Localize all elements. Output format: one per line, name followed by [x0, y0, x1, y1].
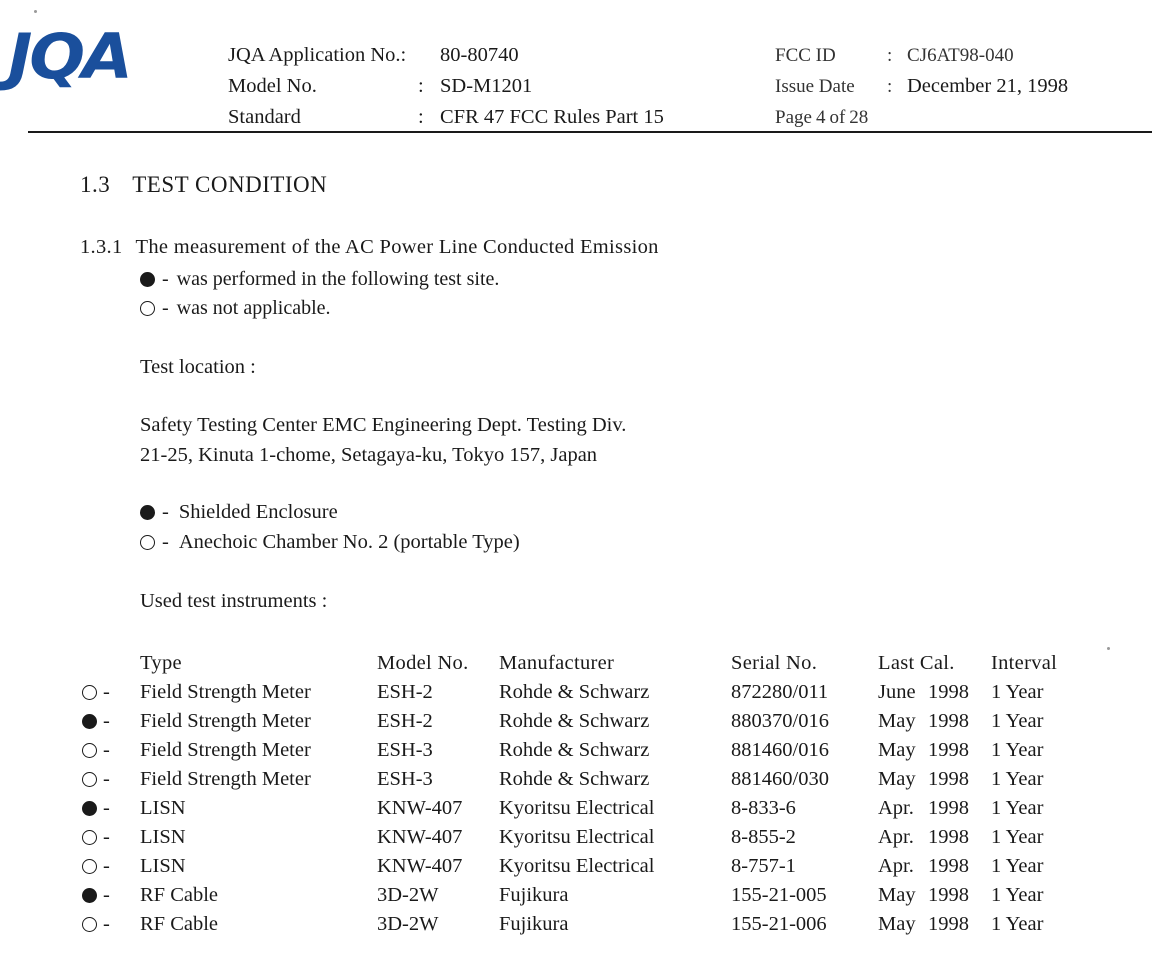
cell-interval: 1 Year: [991, 913, 1044, 935]
row-dash: -: [103, 768, 110, 790]
row-select-cell[interactable]: [82, 855, 140, 878]
cal-month: May: [878, 913, 916, 935]
row-select-cell[interactable]: [82, 739, 140, 762]
table-row[interactable]: [82, 678, 1101, 707]
cell-serial-no: 155-21-006: [731, 913, 827, 935]
table-row[interactable]: [82, 794, 1101, 823]
table-body: [82, 678, 1101, 939]
radio-empty-icon[interactable]: [140, 535, 155, 550]
header-row-standard: [228, 102, 664, 133]
scan-speck: [1107, 647, 1110, 650]
cell-last-cal: [878, 913, 991, 936]
radio-empty-icon[interactable]: [82, 830, 97, 845]
radio-empty-icon[interactable]: [82, 743, 97, 758]
site-option-anechoic-chamber[interactable]: [140, 531, 520, 554]
row-dash: -: [103, 826, 110, 848]
page-label: Page: [775, 107, 812, 128]
cal-year: 1998: [928, 913, 969, 935]
table-row[interactable]: [82, 910, 1101, 939]
subsection-number: 1.3.1: [80, 236, 123, 258]
row-dash: -: [103, 710, 110, 732]
cell-model-no: KNW-407: [377, 797, 463, 819]
cal-year: 1998: [928, 739, 969, 761]
cell-interval: 1 Year: [991, 768, 1044, 790]
option-dash: -: [162, 297, 169, 319]
cell-last-cal: [878, 797, 991, 820]
fcc-id-label: FCC ID: [775, 45, 836, 66]
cell-last-cal: [878, 710, 991, 733]
cal-month: Apr.: [878, 797, 914, 819]
row-select-cell[interactable]: [82, 884, 140, 907]
issue-date-colon: :: [887, 76, 893, 97]
radio-filled-icon[interactable]: [82, 801, 97, 816]
cal-year: 1998: [928, 855, 969, 877]
radio-filled-icon[interactable]: [140, 505, 155, 520]
cell-interval: 1 Year: [991, 681, 1044, 703]
option-label: Shielded Enclosure: [178, 501, 338, 523]
model-no-value: SD-M1201: [440, 75, 533, 97]
header-serial-no: Serial No.: [731, 651, 818, 674]
cell-model-no: KNW-407: [377, 826, 463, 848]
standard-value: CFR 47 FCC Rules Part 15: [440, 106, 664, 128]
cell-type: RF Cable: [140, 913, 219, 935]
table-row[interactable]: [82, 765, 1101, 794]
cell-serial-no: 8-757-1: [731, 855, 796, 877]
cell-interval: 1 Year: [991, 884, 1044, 906]
standard-colon: :: [418, 106, 424, 128]
header-row-model-no: [228, 71, 664, 102]
page-header: [0, 18, 1155, 128]
cell-last-cal: [878, 855, 991, 878]
header-interval: Interval: [991, 651, 1058, 674]
scan-speck: [34, 10, 37, 13]
cell-serial-no: 881460/016: [731, 739, 829, 761]
radio-empty-icon[interactable]: [82, 917, 97, 932]
cell-model-no: ESH-2: [377, 710, 433, 732]
section-number: 1.3: [80, 172, 111, 197]
cell-last-cal: [878, 884, 991, 907]
cell-last-cal: [878, 826, 991, 849]
cell-manufacturer: Fujikura: [499, 913, 569, 935]
table-row[interactable]: [82, 852, 1101, 881]
cell-interval: 1 Year: [991, 710, 1044, 732]
cell-interval: 1 Year: [991, 797, 1044, 819]
cell-model-no: KNW-407: [377, 855, 463, 877]
header-row-page: [775, 102, 1068, 133]
measurement-option-performed[interactable]: [140, 268, 499, 291]
cal-month: June: [878, 681, 916, 703]
cell-model-no: 3D-2W: [377, 884, 439, 906]
row-dash: -: [103, 913, 110, 935]
cell-type: RF Cable: [140, 884, 219, 906]
cal-month: May: [878, 768, 916, 790]
cell-manufacturer: Rohde & Schwarz: [499, 739, 650, 761]
option-dash: -: [162, 268, 169, 290]
radio-filled-icon[interactable]: [140, 272, 155, 287]
cell-last-cal: [878, 768, 991, 791]
row-select-cell[interactable]: [82, 797, 140, 820]
header-type: Type: [140, 651, 182, 674]
cell-type: Field Strength Meter: [140, 768, 311, 790]
standard-label: Standard: [228, 106, 301, 128]
test-location-label: Test location :: [140, 356, 256, 378]
cell-interval: 1 Year: [991, 826, 1044, 848]
cal-month: May: [878, 884, 916, 906]
row-select-cell[interactable]: [82, 681, 140, 704]
cell-serial-no: 8-833-6: [731, 797, 796, 819]
measurement-option-not-applicable[interactable]: [140, 297, 331, 320]
table-row[interactable]: [82, 736, 1101, 765]
test-location-line2: 21-25, Kinuta 1-chome, Setagaya-ku, Tokyo 157, Japan: [140, 444, 598, 466]
issue-date-label: Issue Date: [775, 76, 855, 97]
cell-type: Field Strength Meter: [140, 739, 311, 761]
cal-month: Apr.: [878, 826, 914, 848]
row-select-cell[interactable]: [82, 768, 140, 791]
cal-month: May: [878, 710, 916, 732]
cal-year: 1998: [928, 884, 969, 906]
cal-month: Apr.: [878, 855, 914, 877]
cell-model-no: 3D-2W: [377, 913, 439, 935]
radio-empty-icon[interactable]: [82, 685, 97, 700]
fcc-id-value: CJ6AT98-040: [907, 45, 1014, 66]
cell-manufacturer: Kyoritsu Electrical: [499, 855, 655, 877]
cell-serial-no: 155-21-005: [731, 884, 827, 906]
page-of-label: of: [829, 107, 846, 128]
option-dash: -: [162, 501, 169, 523]
header-row-application-no: [228, 40, 664, 71]
option-label: was not applicable.: [176, 297, 331, 319]
cell-manufacturer: Kyoritsu Electrical: [499, 797, 655, 819]
option-label: was performed in the following test site.: [176, 268, 500, 290]
cell-manufacturer: Rohde & Schwarz: [499, 768, 650, 790]
subsection-title: [80, 236, 659, 259]
model-no-label: Model No.: [228, 75, 317, 97]
cell-model-no: ESH-2: [377, 681, 433, 703]
cell-type: LISN: [140, 855, 186, 877]
cal-year: 1998: [928, 710, 969, 732]
cell-serial-no: 880370/016: [731, 710, 829, 732]
cal-year: 1998: [928, 826, 969, 848]
application-no-value: 80-80740: [440, 44, 519, 66]
row-select-cell[interactable]: [82, 826, 140, 849]
instruments-table: [82, 648, 1101, 939]
jqa-logo: JQA: [8, 20, 130, 93]
page-total: 28: [849, 107, 869, 128]
cell-interval: 1 Year: [991, 739, 1044, 761]
option-dash: -: [162, 531, 169, 553]
radio-filled-icon[interactable]: [82, 714, 97, 729]
table-row[interactable]: [82, 823, 1101, 852]
cell-last-cal: [878, 681, 991, 704]
cal-month: May: [878, 739, 916, 761]
table-row[interactable]: [82, 881, 1101, 910]
cell-serial-no: 8-855-2: [731, 826, 796, 848]
header-manufacturer: Manufacturer: [499, 651, 615, 674]
cell-model-no: ESH-3: [377, 768, 433, 790]
row-dash: -: [103, 855, 110, 877]
test-location-line1: Safety Testing Center EMC Engineering Dept. Testing Div.: [140, 414, 627, 436]
row-dash: -: [103, 739, 110, 761]
cell-manufacturer: Rohde & Schwarz: [499, 710, 650, 732]
cell-manufacturer: Fujikura: [499, 884, 569, 906]
radio-empty-icon[interactable]: [82, 859, 97, 874]
cell-type: LISN: [140, 797, 186, 819]
cell-model-no: ESH-3: [377, 739, 433, 761]
radio-filled-icon[interactable]: [82, 888, 97, 903]
cell-serial-no: 881460/030: [731, 768, 829, 790]
cell-manufacturer: Kyoritsu Electrical: [499, 826, 655, 848]
row-select-cell[interactable]: [82, 710, 140, 733]
header-right-block: [775, 40, 1068, 133]
cell-interval: 1 Year: [991, 855, 1044, 877]
cell-last-cal: [878, 739, 991, 762]
row-dash: -: [103, 884, 110, 906]
radio-empty-icon[interactable]: [82, 772, 97, 787]
section-title: [80, 172, 327, 198]
model-no-colon: :: [418, 75, 424, 97]
cal-year: 1998: [928, 797, 969, 819]
table-row[interactable]: [82, 707, 1101, 736]
cell-type: Field Strength Meter: [140, 681, 311, 703]
table-header-row: [82, 648, 1101, 678]
header-divider: [28, 131, 1152, 133]
header-model-no: Model No.: [377, 651, 469, 674]
header-row-fcc-id: [775, 40, 1068, 71]
row-dash: -: [103, 681, 110, 703]
subsection-title-text: The measurement of the AC Power Line Conducted Emission: [135, 236, 659, 258]
section-title-text: TEST CONDITION: [132, 172, 328, 197]
application-no-label: JQA Application No.:: [228, 44, 407, 66]
used-instruments-label: Used test instruments :: [140, 590, 328, 612]
issue-date-value: December 21, 1998: [907, 75, 1069, 97]
site-option-shielded-enclosure[interactable]: [140, 501, 338, 524]
row-dash: -: [103, 797, 110, 819]
row-select-cell[interactable]: [82, 913, 140, 936]
page-number: 4: [815, 107, 826, 128]
header-last-cal: Last Cal.: [878, 651, 955, 674]
header-left-block: [228, 40, 664, 133]
radio-empty-icon[interactable]: [140, 301, 155, 316]
cal-year: 1998: [928, 768, 969, 790]
option-label: Anechoic Chamber No. 2 (portable Type): [178, 531, 520, 553]
header-row-issue-date: [775, 71, 1068, 102]
cell-type: LISN: [140, 826, 186, 848]
fcc-id-colon: :: [887, 45, 893, 66]
cell-type: Field Strength Meter: [140, 710, 311, 732]
cell-manufacturer: Rohde & Schwarz: [499, 681, 650, 703]
cal-year: 1998: [928, 681, 969, 703]
cell-serial-no: 872280/011: [731, 681, 829, 703]
